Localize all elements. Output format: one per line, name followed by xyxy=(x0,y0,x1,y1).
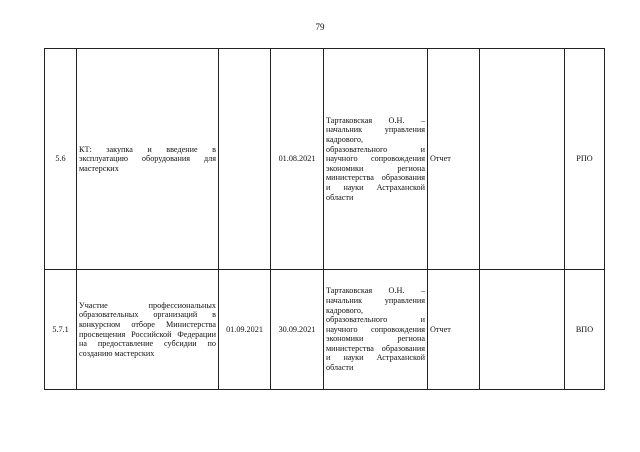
table-row xyxy=(45,49,605,270)
item-number: 5.7.1 xyxy=(45,270,77,390)
end-date: 01.08.2021 xyxy=(271,49,324,270)
level-code: ВПО xyxy=(565,270,605,390)
page-number: 79 xyxy=(315,22,325,32)
responsible-person: Тартаковская О.Н. – начальник управления кадрового, образовательного и научного сопровождения экономики региона министерства образования и науки Астраханской области xyxy=(324,49,428,270)
empty-cell xyxy=(480,49,565,270)
item-number: 5.6 xyxy=(45,49,77,270)
end-date: 30.09.2021 xyxy=(271,270,324,390)
empty-cell xyxy=(480,270,565,390)
report-form: Отчет xyxy=(428,49,480,270)
item-name: Участие профессиональных образовательных организаций в конкурсном отборе Министерства просвещения Российской Федерации на предоставление субсидии по созданию мастерских xyxy=(77,270,219,390)
table-row xyxy=(45,270,605,390)
level-code: РПО xyxy=(565,49,605,270)
report-form: Отчет xyxy=(428,270,480,390)
start-date xyxy=(219,49,271,270)
responsible-person: Тартаковская О.Н. – начальник управления кадрового, образовательного и научного сопровождения экономики региона министерства образования и науки Астраханской области xyxy=(324,270,428,390)
start-date: 01.09.2021 xyxy=(219,270,271,390)
plan-table xyxy=(44,48,605,390)
item-name: КТ: закупка и введение в эксплуатацию оборудования для мастерских xyxy=(77,49,219,270)
